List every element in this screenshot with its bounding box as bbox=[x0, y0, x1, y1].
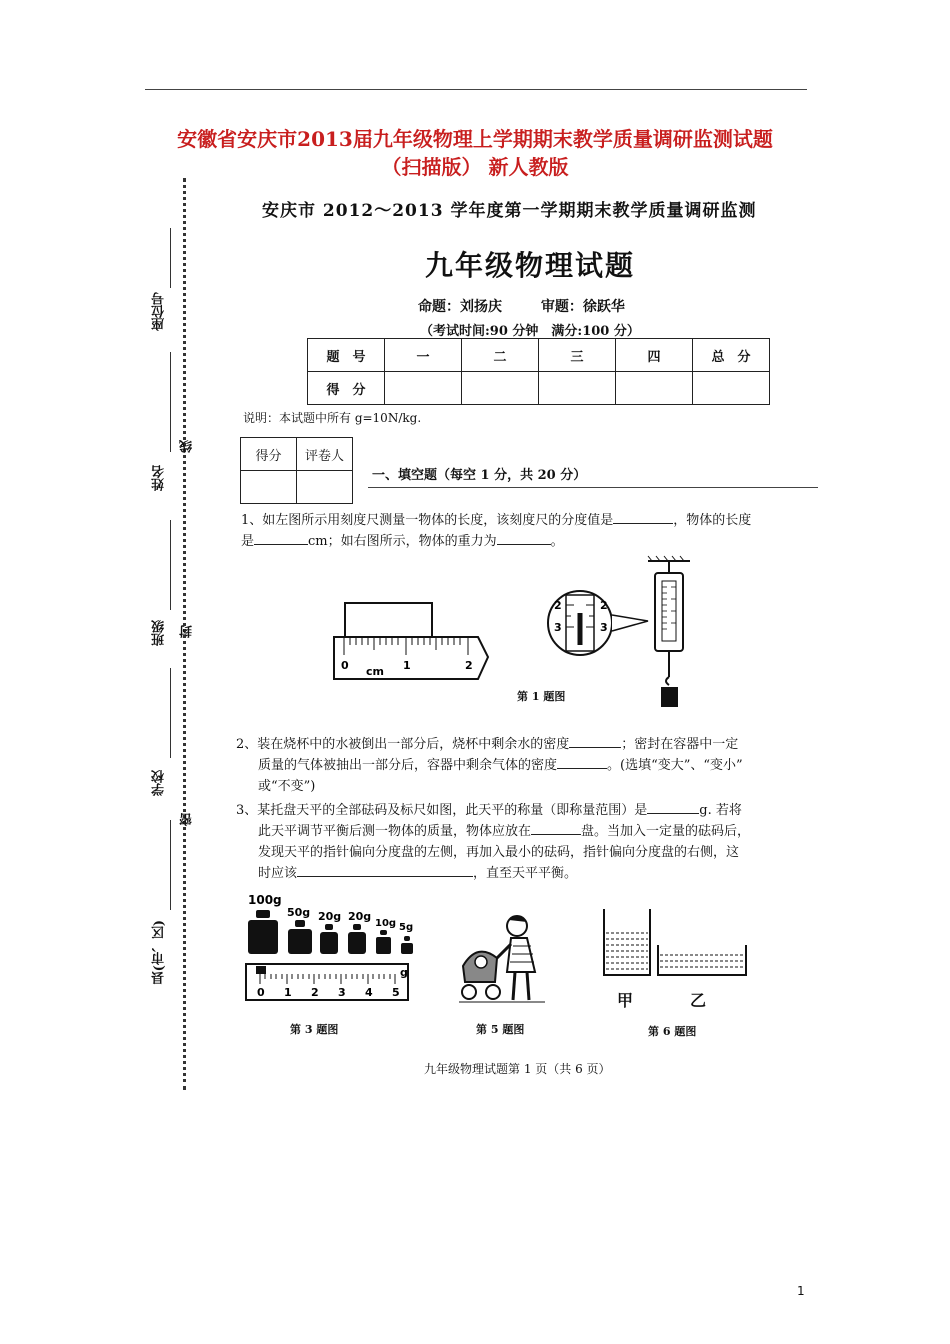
q2-blank-1[interactable] bbox=[569, 734, 621, 748]
q1-text: 是 bbox=[241, 534, 255, 549]
section-heading: 一、填空题（每空 1 分，共 20 分） bbox=[372, 468, 587, 483]
author-line bbox=[418, 296, 659, 316]
fig3-caption: 第 3 题图 bbox=[290, 1023, 339, 1036]
seat-label: 座位号 bbox=[152, 292, 167, 331]
measured-block bbox=[345, 603, 432, 637]
score-input-cell[interactable] bbox=[539, 372, 616, 405]
zoom-pointer bbox=[612, 615, 648, 631]
fig6-caption: 第 6 题图 bbox=[648, 1025, 697, 1038]
q3-blank-3[interactable] bbox=[297, 863, 473, 877]
class-line bbox=[170, 520, 171, 610]
q2-text: 。(选填“变大”、“变小” bbox=[607, 758, 743, 773]
score-table-header-row bbox=[308, 339, 770, 372]
cut-mark-seal: 封 bbox=[180, 625, 195, 638]
note: 说明：本试题中所有 g=10N/kg. bbox=[243, 411, 422, 425]
page-number: 1 bbox=[797, 1284, 805, 1298]
spring-mark-3-left: 3 bbox=[554, 621, 562, 634]
seat-line bbox=[170, 228, 171, 288]
q2-text: 2、装在烧杯中的水被倒出一部分后，烧杯中剩余水的密度 bbox=[236, 737, 570, 752]
score-input-cell[interactable] bbox=[462, 372, 539, 405]
q2-text: 或“不变”) bbox=[258, 779, 316, 794]
q3-text: 此天平调节平衡后测一物体的质量，物体应放在 bbox=[258, 824, 532, 839]
containers-figure bbox=[598, 905, 753, 985]
grader-score-cell[interactable] bbox=[241, 471, 297, 504]
top-rule bbox=[145, 89, 807, 90]
weight-label-100g: 100g bbox=[248, 893, 282, 907]
scale-tick-1: 1 bbox=[284, 986, 292, 999]
ruler-tick-0: 0 bbox=[341, 659, 349, 672]
container-label-jia: 甲 bbox=[617, 991, 634, 1010]
fig1-caption: 第 1 题图 bbox=[517, 690, 566, 703]
exam-header: 安庆市 2012～2013 学年度第一学期期末教学质量调研监测 bbox=[262, 201, 757, 221]
q1-blank-2[interactable] bbox=[254, 531, 308, 545]
scale-tick-5: 5 bbox=[392, 986, 400, 999]
q3-blank-2[interactable] bbox=[531, 821, 581, 835]
weight-label-10g: 10g bbox=[375, 918, 397, 929]
name-label: 姓名 bbox=[152, 465, 167, 491]
weight-label-20g-a: 20g bbox=[318, 910, 342, 923]
q3-blank-1[interactable] bbox=[647, 800, 699, 814]
question-2 bbox=[236, 734, 743, 797]
weight-label-5g: 5g bbox=[399, 922, 414, 933]
q1-text: 。 bbox=[550, 534, 564, 549]
score-table-score-row bbox=[308, 372, 770, 405]
grader-table bbox=[240, 437, 353, 504]
ruler-unit: cm bbox=[366, 665, 384, 678]
stroller-wheel bbox=[462, 985, 476, 999]
score-cell: 题 号 bbox=[308, 339, 385, 372]
score-cell: 二 bbox=[462, 339, 539, 372]
scale-tick-0: 0 bbox=[257, 986, 265, 999]
q3-text: 时应该 bbox=[258, 866, 298, 881]
school-label: 学校 bbox=[152, 770, 167, 796]
beam-scale bbox=[246, 964, 408, 1000]
cut-mark-secret: 密 bbox=[180, 813, 195, 826]
author: 命题：刘扬庆 bbox=[418, 299, 502, 315]
q2-text: ；密封在容器中一定 bbox=[621, 737, 739, 752]
score-cell: 四 bbox=[616, 339, 693, 372]
q3-text: g. 若将 bbox=[699, 803, 742, 818]
weight-label-20g-b: 20g bbox=[348, 910, 372, 923]
rider bbox=[256, 966, 266, 974]
reviewer: 审题：徐跃华 bbox=[540, 299, 625, 315]
spring-mark-3-right: 3 bbox=[600, 621, 608, 634]
container-label-yi: 乙 bbox=[690, 991, 707, 1010]
school-line bbox=[170, 668, 171, 758]
scale-tick-3: 3 bbox=[338, 986, 346, 999]
ruler-tick-1: 1 bbox=[403, 659, 411, 672]
name-line bbox=[170, 352, 171, 452]
class-label: 班级 bbox=[152, 620, 167, 646]
score-input-cell[interactable] bbox=[385, 372, 462, 405]
time-info: （考试时间:90 分钟 满分:100 分） bbox=[420, 324, 640, 339]
stroller-figure bbox=[455, 910, 550, 1010]
q3-text: 发现天平的指针偏向分度盘的左侧，再加入最小的砝码，指针偏向分度盘的右侧，这 bbox=[258, 845, 740, 860]
q1-text: ，物体的长度 bbox=[673, 513, 752, 528]
scale-tick-2: 2 bbox=[311, 986, 319, 999]
ruler-body bbox=[334, 637, 488, 679]
section-rule bbox=[368, 487, 818, 488]
score-table bbox=[307, 338, 770, 405]
container-jia bbox=[604, 909, 650, 975]
document-title-line1: 安徽省安庆市2013届九年级物理上学期期末教学质量调研监测试题 bbox=[177, 127, 773, 151]
q3-text: 盘。当加入一定量的砝码后， bbox=[581, 824, 751, 839]
grader-name-label: 评卷人 bbox=[297, 438, 353, 471]
document-title-line2: （扫描版） 新人教版 bbox=[381, 155, 569, 179]
spring-mark-2-left: 2 bbox=[554, 599, 562, 612]
cut-mark-line: 线 bbox=[180, 440, 195, 453]
container-yi bbox=[658, 945, 746, 975]
exam-title: 九年级物理试题 bbox=[425, 249, 636, 282]
ruler-figure bbox=[330, 595, 495, 685]
balance-weights-figure bbox=[240, 890, 420, 1002]
q1-blank-1[interactable] bbox=[613, 510, 673, 524]
hanging-weight bbox=[661, 687, 678, 707]
grader-score-label: 得分 bbox=[241, 438, 297, 471]
score-input-cell[interactable] bbox=[616, 372, 693, 405]
score-cell: 一 bbox=[385, 339, 462, 372]
ruler-tick-2: 2 bbox=[465, 659, 473, 672]
question-3 bbox=[236, 800, 750, 884]
question-1 bbox=[241, 510, 751, 552]
score-cell: 三 bbox=[539, 339, 616, 372]
county-label: 县(市、区) bbox=[152, 920, 167, 985]
spring-mark-2-right: 2 bbox=[600, 599, 608, 612]
q2-text: 质量的气体被抽出一部分后，容器中剩余气体的密度 bbox=[258, 758, 558, 773]
q3-text: ，直至天平平衡。 bbox=[473, 866, 578, 881]
scale-tick-4: 4 bbox=[365, 986, 373, 999]
score-input-cell[interactable] bbox=[693, 372, 770, 405]
grader-name-cell[interactable] bbox=[297, 471, 353, 504]
page-footer: 九年级物理试题第 1 页（共 6 页） bbox=[424, 1062, 611, 1076]
weight-label-50g: 50g bbox=[287, 906, 311, 919]
q1-text: 1、如左图所示用刻度尺测量一物体的长度，该刻度尺的分度值是 bbox=[241, 513, 614, 528]
q2-blank-2[interactable] bbox=[557, 755, 607, 769]
score-cell: 总 分 bbox=[693, 339, 770, 372]
person-body bbox=[507, 938, 535, 972]
q3-text: 3、某托盘天平的全部砝码及标尺如图，此天平的称量（即称量范围）是 bbox=[236, 803, 648, 818]
scale-unit: g bbox=[400, 966, 408, 979]
stroller-wheel bbox=[486, 985, 500, 999]
q1-blank-3[interactable] bbox=[497, 531, 551, 545]
score-cell: 得 分 bbox=[308, 372, 385, 405]
q1-text: cm；如右图所示，物体的重力为 bbox=[308, 534, 497, 549]
county-line bbox=[170, 820, 171, 910]
fig5-caption: 第 5 题图 bbox=[476, 1023, 525, 1036]
